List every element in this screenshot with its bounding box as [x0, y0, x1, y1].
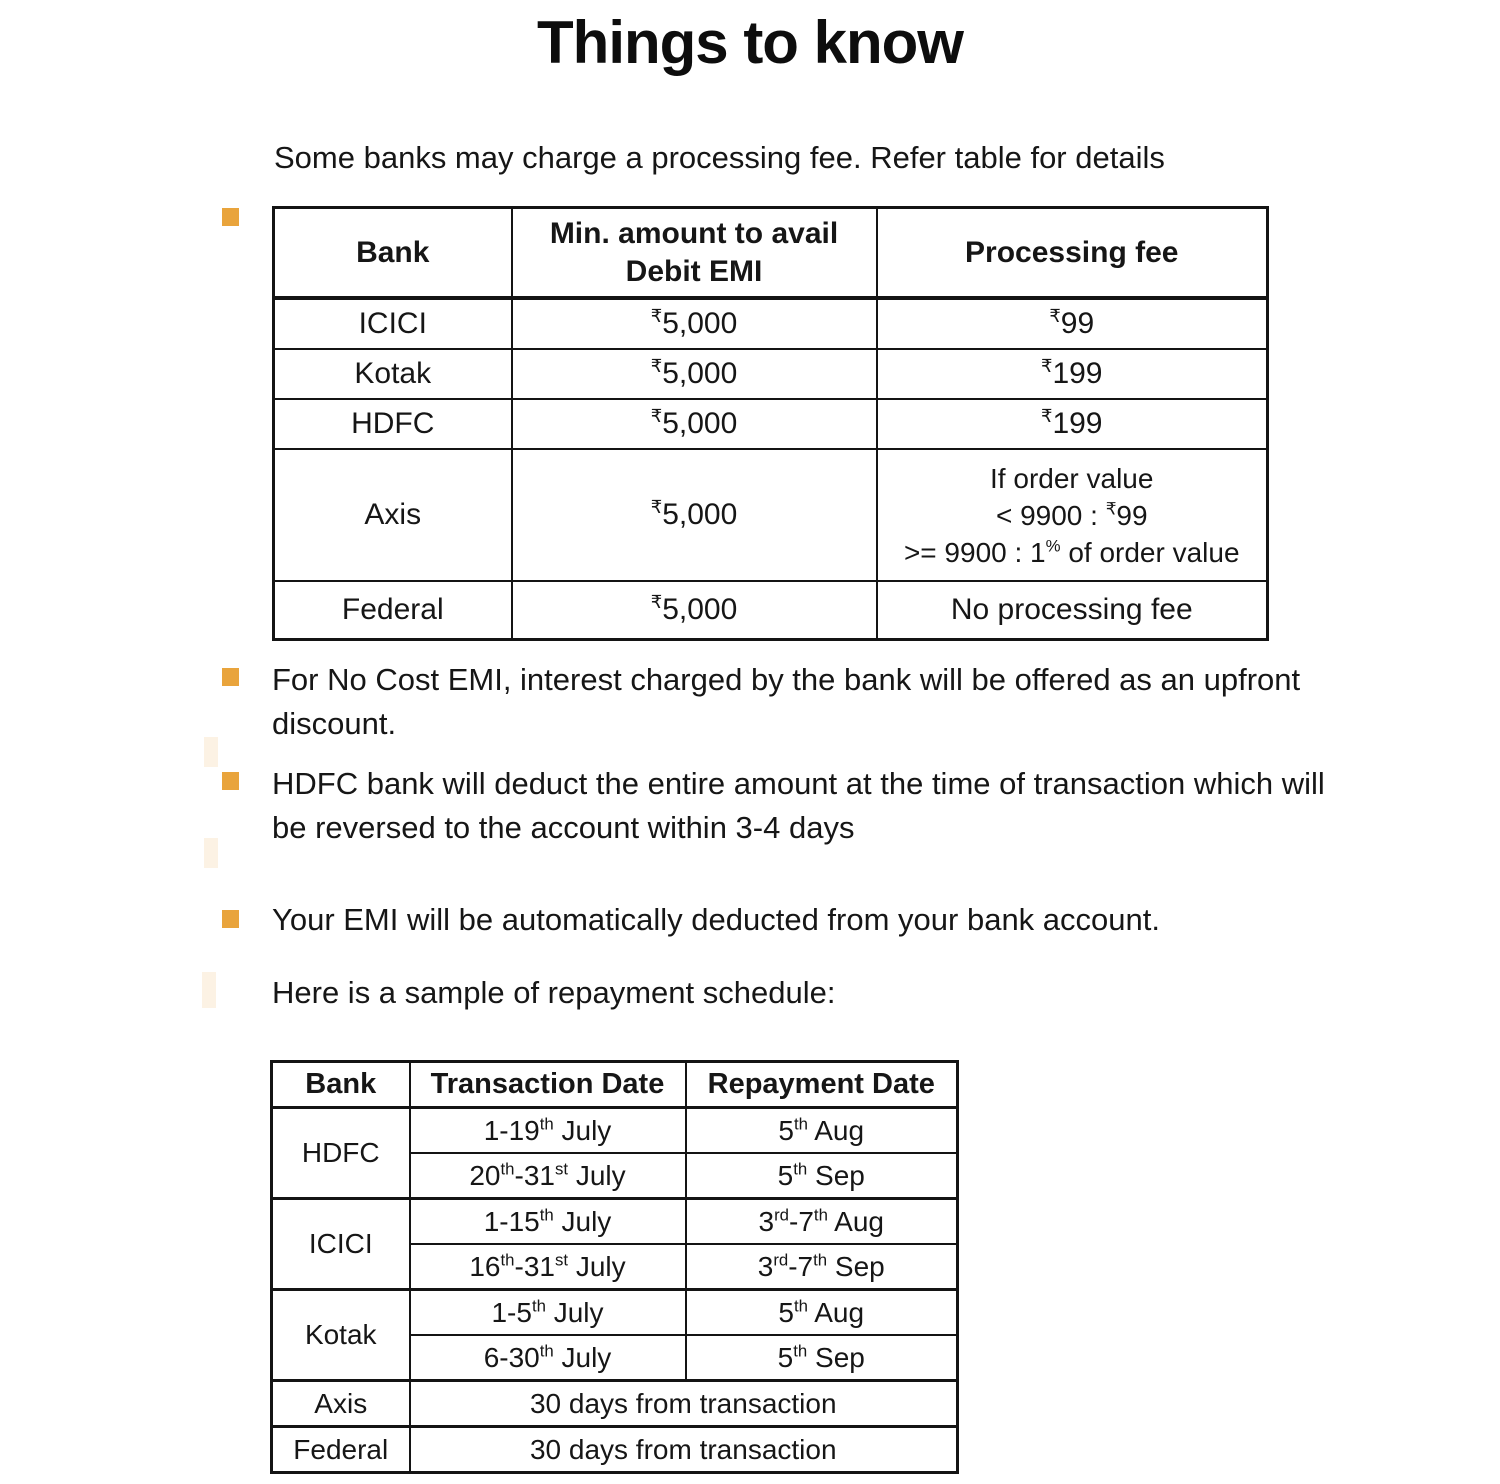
repayment-date-cell: 5th Sep: [686, 1335, 958, 1381]
intro-text: Some banks may charge a processing fee. Refer table for details: [274, 140, 1165, 175]
rep-row-federal: [272, 1427, 958, 1473]
transaction-date-cell: 1-5th July: [410, 1290, 686, 1336]
axis-fee-line: < 9900 : ₹99: [995, 499, 1148, 531]
min-amount-cell: ₹5,000: [512, 581, 877, 640]
min-amount-cell: ₹5,000: [512, 298, 877, 349]
fee-table-row-federal: [274, 581, 1268, 640]
min-amount-cell: ₹5,000: [512, 449, 877, 581]
transaction-date-cell: 6-30th July: [410, 1335, 686, 1381]
bullet-item-auto-deduction: Your EMI will be automatically deducted from your bank account.: [272, 902, 1160, 937]
bank-name-cell: Federal: [274, 581, 512, 640]
repayment-span-cell: 30 days from transaction: [410, 1381, 958, 1427]
page-title: Things to know: [537, 9, 963, 76]
axis-fee-conditions: [886, 460, 1259, 571]
bank-name-cell: HDFC: [272, 1108, 410, 1199]
repayment-span-cell: 30 days from transaction: [410, 1427, 958, 1473]
rep-header-bank: Bank: [272, 1062, 410, 1108]
bullet-square-icon: [222, 208, 239, 226]
rep-row-axis: [272, 1381, 958, 1427]
rep-row-icici-1: [272, 1199, 958, 1245]
ghost-bullet-icon: [204, 838, 218, 868]
bullet-square-icon: [222, 772, 239, 790]
fee-table-row-icici: [274, 298, 1268, 349]
bullet-item-no-cost-emi: For No Cost EMI, interest charged by the bank will be offered as an upfront discount.: [272, 662, 1301, 741]
min-amount-cell: ₹5,000: [512, 399, 877, 449]
fee-table-row-hdfc: [274, 399, 1268, 449]
schedule-intro-text: Here is a sample of repayment schedule:: [272, 975, 836, 1010]
bank-name-cell: Federal: [272, 1427, 410, 1473]
bank-name-cell: ICICI: [274, 298, 512, 349]
bullet-item-hdfc-deduction: HDFC bank will deduct the entire amount at the time of transaction which will be reversed to the account within 3-4 days: [272, 766, 1325, 845]
bank-name-cell: Axis: [272, 1381, 410, 1427]
fee-header-min-amount: Min. amount to avail Debit EMI: [512, 208, 877, 299]
fee-table-header-row: [274, 208, 1268, 299]
fee-table-row-kotak: [274, 349, 1268, 399]
min-amount-cell: ₹5,000: [512, 349, 877, 399]
bank-name-cell: Axis: [274, 449, 512, 581]
repayment-date-cell: 5th Aug: [686, 1290, 958, 1336]
fee-table-row-axis: [274, 449, 1268, 581]
repayment-schedule-table: [270, 1060, 959, 1474]
axis-fee-line: If order value: [990, 462, 1154, 494]
processing-fee-table: [272, 206, 1269, 641]
repayment-date-cell: 5th Sep: [686, 1153, 958, 1199]
repayment-date-cell: 3rd-7th Aug: [686, 1199, 958, 1245]
processing-fee-cell: No processing fee: [877, 581, 1268, 640]
processing-fee-cell: ₹199: [877, 349, 1268, 399]
rep-header-transaction-date: Transaction Date: [410, 1062, 686, 1108]
rep-header-repayment-date: Repayment Date: [686, 1062, 958, 1108]
bank-name-cell: Kotak: [272, 1290, 410, 1381]
bullet-square-icon: [222, 910, 239, 928]
repayment-table-header-row: [272, 1062, 958, 1108]
processing-fee-cell: ₹99: [877, 298, 1268, 349]
axis-fee-line: >= 9900 : 1% of order value: [903, 536, 1240, 568]
fee-header-processing-fee: Processing fee: [877, 208, 1268, 299]
transaction-date-cell: 1-15th July: [410, 1199, 686, 1245]
transaction-date-cell: 1-19th July: [410, 1108, 686, 1154]
transaction-date-cell: 20th-31st July: [410, 1153, 686, 1199]
rep-row-kotak-1: [272, 1290, 958, 1336]
transaction-date-cell: 16th-31st July: [410, 1244, 686, 1290]
rep-row-hdfc-1: [272, 1108, 958, 1154]
processing-fee-cell: [877, 449, 1268, 581]
fee-header-bank: Bank: [274, 208, 512, 299]
repayment-date-cell: 5th Aug: [686, 1108, 958, 1154]
processing-fee-cell: ₹199: [877, 399, 1268, 449]
bank-name-cell: Kotak: [274, 349, 512, 399]
repayment-date-cell: 3rd-7th Sep: [686, 1244, 958, 1290]
ghost-bullet-icon: [204, 737, 218, 767]
bank-name-cell: HDFC: [274, 399, 512, 449]
bank-name-cell: ICICI: [272, 1199, 410, 1290]
ghost-bullet-icon: [202, 972, 216, 1008]
bullet-square-icon: [222, 668, 239, 686]
